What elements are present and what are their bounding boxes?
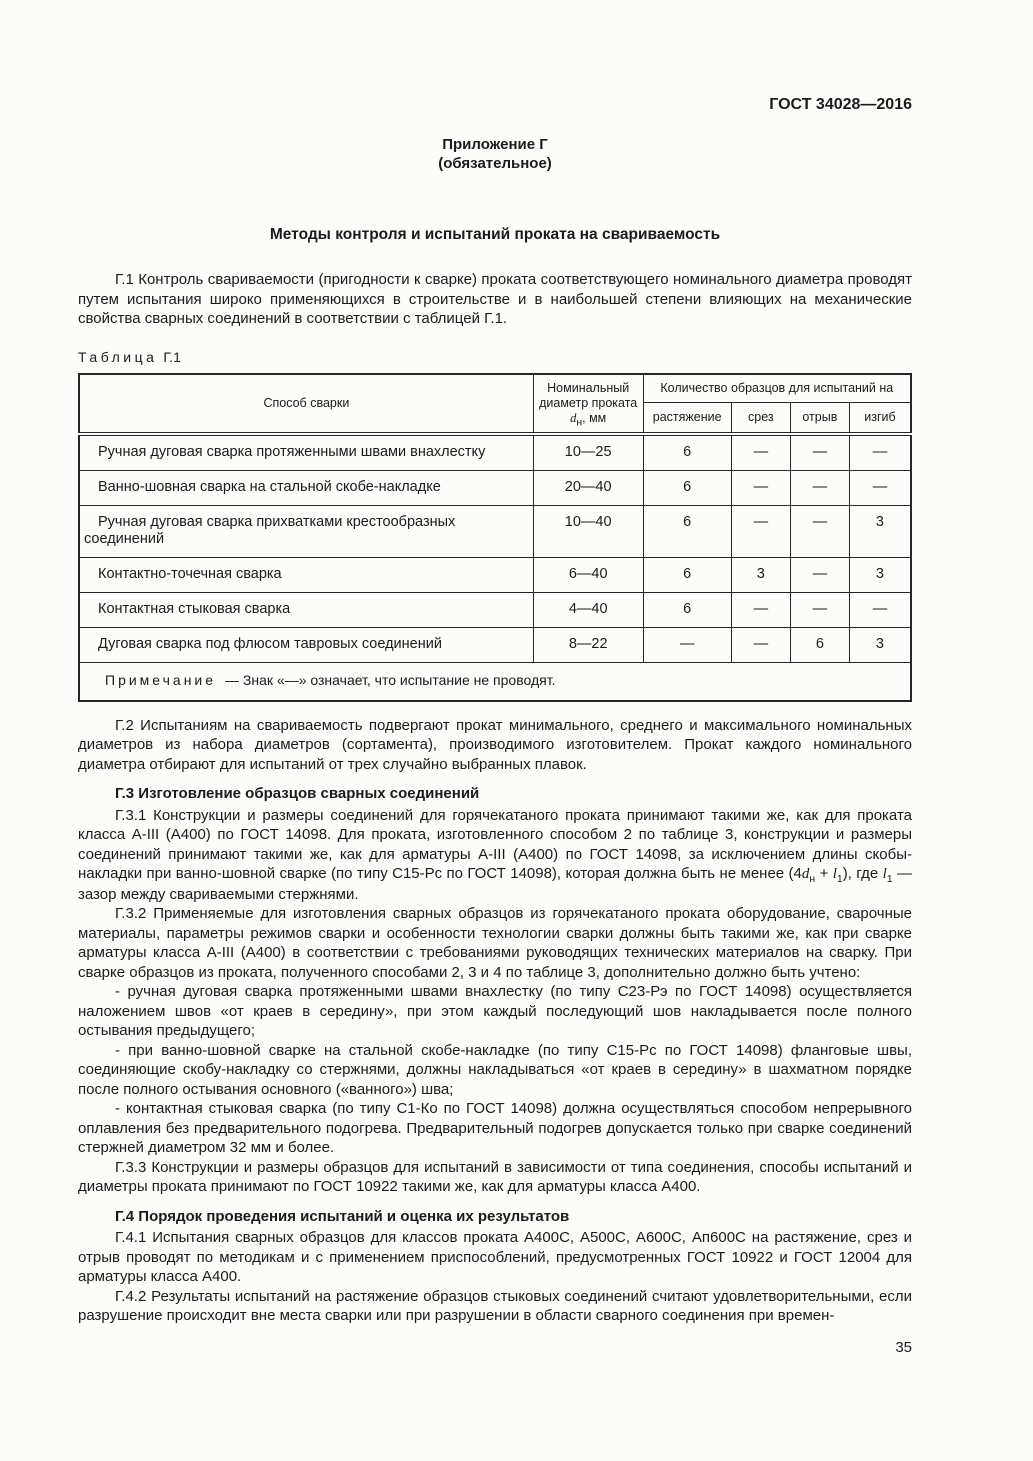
method-cell: Ручная дуговая сварка протяженными швами внахлестку bbox=[79, 434, 533, 471]
paragraph-g1: Г.1 Контроль свариваемости (пригодности к сварке) проката соответствующего номинального диаметра проводят путем испытания широко применяющихся в строительстве и в наибольшей степени влияющих на механические свойства сварных соединений в соответствии с таблицей Г.1. bbox=[78, 271, 912, 327]
d-subscript: н bbox=[809, 873, 816, 885]
header-tension: растяжение bbox=[643, 403, 731, 434]
shear-cell: — bbox=[731, 627, 790, 662]
tension-cell: 6 bbox=[643, 434, 731, 471]
bend-cell: — bbox=[849, 470, 911, 505]
page-title: Методы контроля и испытаний проката на свариваемость bbox=[269, 226, 721, 243]
tension-cell: — bbox=[643, 627, 731, 662]
d-symbol: d bbox=[801, 866, 810, 882]
shear-cell: — bbox=[731, 470, 790, 505]
tension-cell: 6 bbox=[643, 592, 731, 627]
table-header bbox=[79, 374, 911, 434]
pull-cell: — bbox=[790, 592, 849, 627]
table-row bbox=[79, 505, 911, 557]
header-samples-group: Количество образцов для испытаний на bbox=[643, 374, 911, 403]
table-caption-word: Таблица bbox=[78, 348, 158, 365]
table-row bbox=[79, 434, 911, 471]
welding-tests-table bbox=[78, 373, 912, 702]
header-diameter: Номинальный диаметр проката $d_н$, мм bbox=[533, 374, 643, 434]
l-symbol: l bbox=[832, 866, 837, 882]
bend-cell: — bbox=[849, 592, 911, 627]
method-cell: Контактная стыковая сварка bbox=[79, 592, 533, 627]
diameter-subscript: н bbox=[576, 416, 583, 428]
table-row bbox=[79, 627, 911, 662]
pull-cell: 6 bbox=[790, 627, 849, 662]
paragraph-g42: Г.4.2 Результаты испытаний на растяжение образцов стыковых соединений считают удовлетворительными, если разрушение происходит вне места сварки или при разрушении в области сварного соединения при времен- bbox=[78, 1287, 912, 1324]
bend-cell: 3 bbox=[849, 557, 911, 592]
appendix-type: (обязательное) bbox=[438, 155, 552, 172]
diameter-cell: 4—40 bbox=[533, 592, 643, 627]
table-row bbox=[79, 470, 911, 505]
paragraph-g31: Г.3.1 Конструкции и размеры соединений для горячекатаного проката принимают такими же, как для проката класса А-III (А400) по ГОСТ 14098. Для проката, изготовленного способом 2 по таблице 3, конструкции и размеры соединений принимают такими же, как для арматуры А-III (А400) по ГОСТ 14098, за исключением длины скобы-накладки при ванно-шовной сварке (по типу С15-Рс по ГОСТ 14098), которая должна быть не менее $(4d_н + l_1)$, где $l_1$ — зазор между свариваемыми стержнями. bbox=[78, 806, 912, 903]
tension-cell: 6 bbox=[643, 557, 731, 592]
table-row bbox=[79, 557, 911, 592]
diameter-cell: 6—40 bbox=[533, 557, 643, 592]
paragraph-g33: Г.3.3 Конструкции и размеры образцов для испытаний в зависимости от типа соединения, способы испытаний и диаметры проката принимают по ГОСТ 10922 такими же, как для арматуры класса А400. bbox=[78, 1158, 912, 1195]
diameter-cell: 20—40 bbox=[533, 470, 643, 505]
section-heading-g4: Г.4 Порядок проведения испытаний и оценка их результатов bbox=[115, 1207, 570, 1225]
method-cell: Дуговая сварка под флюсом тавровых соединений bbox=[79, 627, 533, 662]
header-shear: срез bbox=[731, 403, 790, 434]
method-cell: Ванно-шовная сварка на стальной скобе-накладке bbox=[79, 470, 533, 505]
pull-cell: — bbox=[790, 505, 849, 557]
diameter-cell: 8—22 bbox=[533, 627, 643, 662]
shear-cell: — bbox=[731, 434, 790, 471]
paragraph-bullet-3: - контактная стыковая сварка (по типу С1-Ко по ГОСТ 14098) должна осуществляться способом непрерывного оплавления без предварительного подогрева. Предварительный подогрев допускается только при сварке соединений стержней диаметром 32 мм и более. bbox=[78, 1100, 912, 1156]
diameter-cell: 10—25 bbox=[533, 434, 643, 471]
diameter-cell: 10—40 bbox=[533, 505, 643, 557]
section-heading-g3: Г.3 Изготовление образцов сварных соединений bbox=[115, 785, 480, 802]
l-symbol: l bbox=[882, 866, 887, 882]
table-header-row-1 bbox=[79, 374, 911, 403]
table-row bbox=[79, 592, 911, 627]
table-body bbox=[79, 434, 911, 701]
bend-cell: — bbox=[849, 434, 911, 471]
paragraph-bullet-2: - при ванно-шовной сварке на стальной скобе-накладке (по типу С15-Рс по ГОСТ 14098) фланговые швы, соединяющие скобу-накладку со стержнями, должны накладываться «от краев в середину» в шахматном порядке после полного остывания основного («ванного») шва; bbox=[78, 1041, 912, 1098]
paragraph-g2: Г.2 Испытаниям на свариваемость подвергают прокат минимального, среднего и максимального номинальных диаметров из набора диаметров (сортамента), производимого изготовителем. Прокат каждого номинального диаметра отбирают для испытаний от трех случайно выбранных плавок. bbox=[78, 716, 912, 773]
bend-cell: 3 bbox=[849, 505, 911, 557]
bend-cell: 3 bbox=[849, 627, 911, 662]
page-number: 35 bbox=[895, 1338, 912, 1356]
paragraph-g41: Г.4.1 Испытания сварных образцов для классов проката А400С, А500С, А600С, Ап600С на растяжение, срез и отрыв проводят по методикам и с применением приспособлений, предусмотренных ГОСТ 10922 и ГОСТ 12004 для арматуры класса А400. bbox=[78, 1229, 912, 1285]
shear-cell: — bbox=[731, 505, 790, 557]
table-note-row bbox=[79, 662, 911, 701]
tension-cell: 6 bbox=[643, 470, 731, 505]
table-caption bbox=[78, 349, 912, 366]
tension-cell: 6 bbox=[643, 505, 731, 557]
l-subscript: 1 bbox=[836, 873, 843, 885]
pull-cell: — bbox=[790, 470, 849, 505]
header-method: Способ сварки bbox=[79, 374, 533, 434]
note-text: — Знак «—» означает, что испытание не проводят. bbox=[225, 671, 556, 688]
note-label: Примечание bbox=[105, 671, 217, 688]
l-subscript: 1 bbox=[886, 873, 893, 885]
shear-cell: 3 bbox=[731, 557, 790, 592]
method-cell: Ручная дуговая сварка прихватками крестообразных соединений bbox=[79, 505, 533, 557]
method-cell: Контактно-точечная сварка bbox=[79, 557, 533, 592]
paragraph-bullet-1: - ручная дуговая сварка протяженными швами внахлестку (по типу С23-Рэ по ГОСТ 14098) осуществляется наложением швов «от краев в середину», при этом каждый последующий шов накладывается после полного остывания предыдущего; bbox=[78, 983, 912, 1039]
doc-number: ГОСТ 34028—2016 bbox=[769, 96, 912, 113]
table-caption-number: Г.1 bbox=[163, 348, 181, 365]
header-bend: изгиб bbox=[849, 403, 911, 434]
paragraph-g32: Г.3.2 Применяемые для изготовления сварных образцов из горячекатаного проката оборудование, сварочные материалы, параметры режимов сварки и особенности технологии сварки должны быть такими же, как при сварке арматуры класса А-III (А400) в соответствии с требованиями руководящих технических материалов на сварку. При сварке образцов из проката, полученного способами 2, 3 и 4 по таблице 3, дополнительно должно быть учтено: bbox=[78, 905, 912, 981]
shear-cell: — bbox=[731, 592, 790, 627]
table-note bbox=[79, 662, 911, 701]
pull-cell: — bbox=[790, 434, 849, 471]
appendix-label: Приложение Г bbox=[442, 136, 548, 153]
diameter-symbol: d bbox=[570, 410, 577, 425]
header-pull: отрыв bbox=[790, 403, 849, 434]
appendix-header bbox=[78, 135, 912, 173]
pull-cell: — bbox=[790, 557, 849, 592]
